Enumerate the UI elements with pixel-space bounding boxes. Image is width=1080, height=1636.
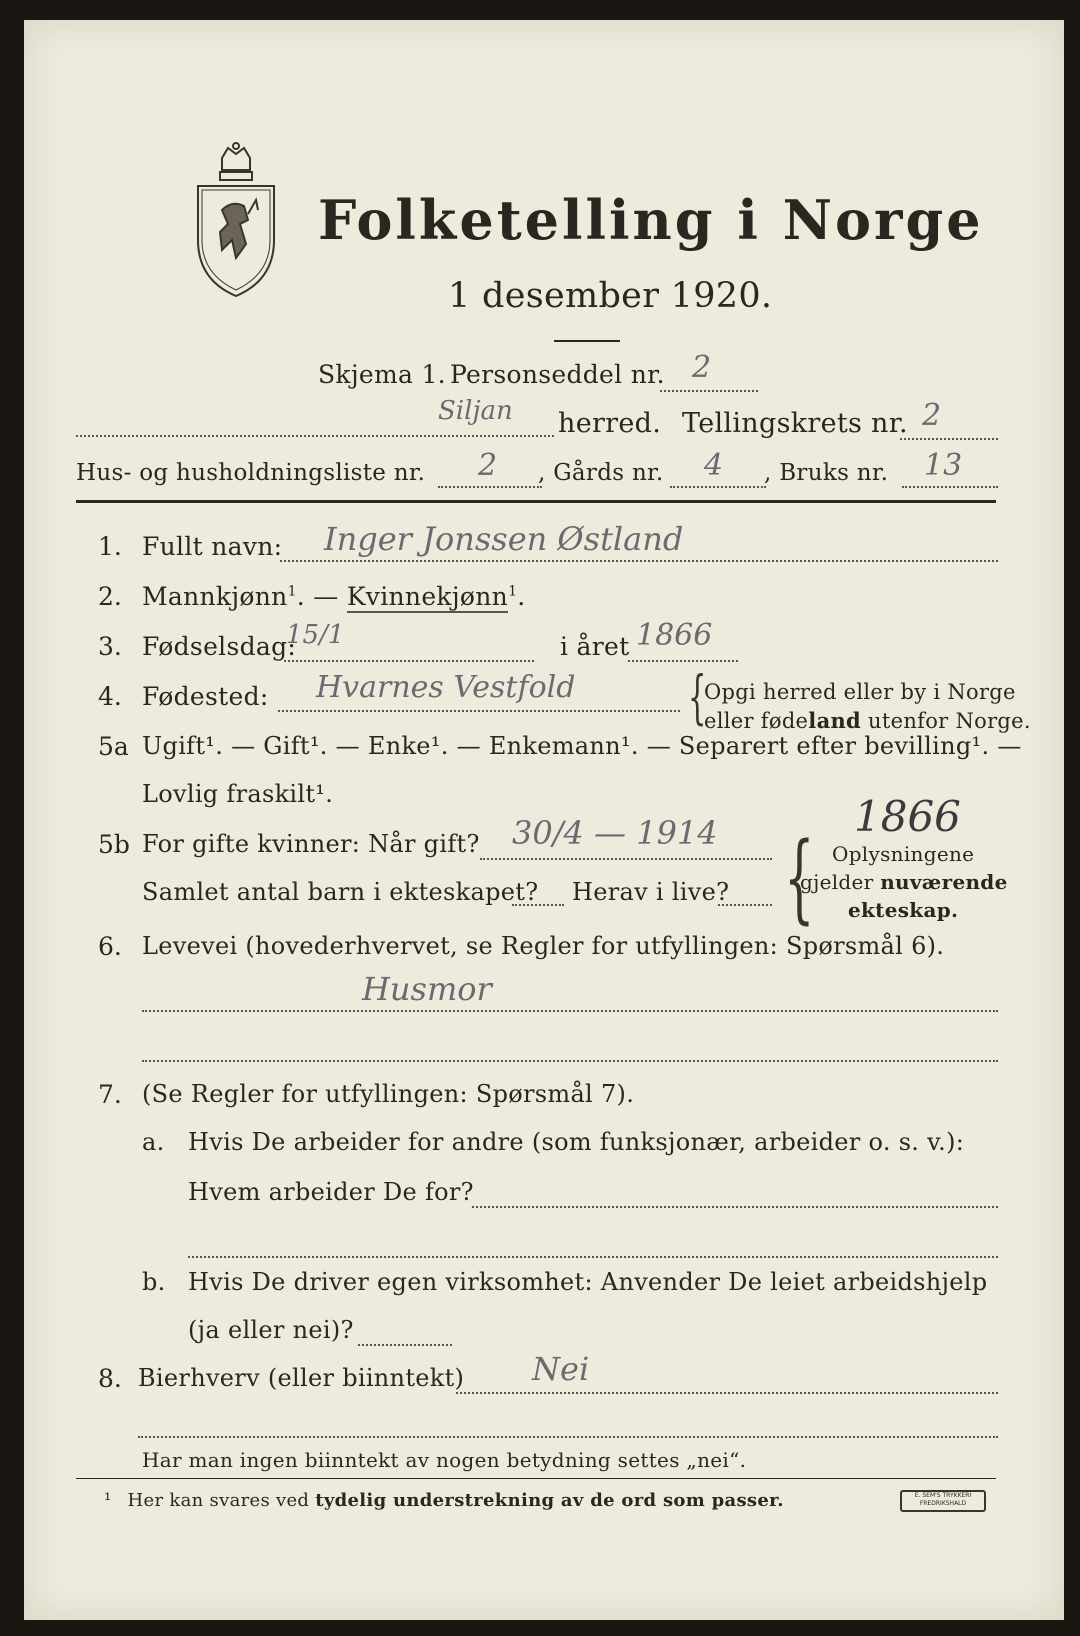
tellingskrets-value: 2 — [922, 398, 942, 433]
q4-label: Fødested: — [142, 682, 269, 711]
q5b-live-line — [718, 904, 772, 906]
q4-note-2b: land — [808, 708, 862, 733]
q8-label: Bierhverv (eller biinntekt) — [138, 1364, 465, 1392]
bruks-label: , Bruks nr. — [764, 460, 889, 486]
q5b-value: 30/4 — 1914 — [512, 814, 718, 852]
q5a-line1: Ugift¹. — Gift¹. — Enke¹. — Enkemann¹. — Separert efter bevilling¹. — — [142, 732, 1022, 760]
footnote-mark: ¹ — [104, 1490, 112, 1511]
q7b-letter: b. — [142, 1268, 166, 1296]
q7-number: 7. — [98, 1080, 122, 1109]
q7b-line1: Hvis De driver egen virksomhet: Anvender De leiet arbeidshjelp — [188, 1268, 988, 1296]
bottom-note: Har man ingen biinntekt av nogen betydning settes „nei“. — [142, 1448, 747, 1472]
footnote-divider — [76, 1478, 996, 1479]
q6-line-2 — [142, 1060, 998, 1062]
norway-coat-of-arms-icon — [192, 140, 280, 300]
printer-stamp — [900, 1490, 986, 1512]
q6-label: Levevei (hovederhvervet, se Regler for utfyllingen: Spørsmål 6). — [142, 932, 945, 960]
q7b-line — [358, 1344, 452, 1346]
q1-number: 1. — [98, 532, 122, 561]
q4-note-2c: utenfor Norge. — [861, 709, 1031, 733]
q2-options: Mannkjønn$^1$. — Kvinnekjønn$^1$. — [142, 582, 526, 611]
footnote-text-b: tydelig understrekning av de ord som passer. — [315, 1490, 784, 1511]
q7b-line2: (ja eller nei)? — [188, 1316, 354, 1344]
tellingskrets-line — [900, 438, 998, 440]
printer-stamp-text: E. SEM'S TRYKKERI FREDRIKSHALD — [914, 1492, 972, 1507]
q4-brace: { — [688, 663, 707, 731]
q7a-line-2 — [188, 1256, 998, 1258]
herred-value: Siljan — [438, 396, 513, 426]
q2-mann: Mannkjønn — [142, 582, 288, 611]
q7-label: (Se Regler for utfyllingen: Spørsmål 7). — [142, 1080, 635, 1108]
q7a-line2: Hvem arbeider De for? — [188, 1178, 474, 1206]
q3-year-label: i året — [560, 632, 630, 661]
q7a-letter: a. — [142, 1128, 165, 1156]
personseddel-line — [660, 390, 758, 392]
q5b-live-label: Herav i live? — [572, 878, 730, 906]
q3-number: 3. — [98, 632, 122, 661]
footnote — [104, 1490, 784, 1511]
census-form — [24, 20, 1064, 1620]
q5b-barn-label: Samlet antal barn i ekteskapet? — [142, 878, 539, 906]
q7a-line1: Hvis De arbeider for andre (som funksjonær, arbeider o. s. v.): — [188, 1128, 965, 1156]
q3-label: Fødselsdag: — [142, 632, 297, 661]
q3-value: 15/1 — [286, 620, 345, 650]
q2-end: . — [517, 582, 526, 611]
gards-value: 4 — [704, 448, 724, 483]
hus-line — [438, 486, 542, 488]
q5b-brace: { — [784, 822, 815, 934]
q3-year-value: 1866 — [636, 618, 713, 653]
q5b-note-2 — [800, 870, 1008, 894]
q5b-note-1: Oplysningene — [832, 842, 975, 866]
gards-label: , Gårds nr. — [538, 460, 664, 486]
q2-number: 2. — [98, 582, 122, 611]
q6-number: 6. — [98, 932, 122, 961]
q8-line — [456, 1392, 998, 1394]
q7a-line-1 — [472, 1206, 998, 1208]
q3-line — [284, 660, 534, 662]
q5b-line — [480, 858, 772, 860]
q5a-number: 5a — [98, 732, 129, 761]
q6-value: Husmor — [362, 970, 492, 1008]
q8-number: 8. — [98, 1364, 122, 1393]
schema-label: Skjema 1. — [318, 360, 446, 389]
bruks-value: 13 — [924, 448, 963, 483]
q8-value: Nei — [532, 1350, 590, 1388]
q5b-margin-note: 1866 — [854, 792, 961, 841]
q4-line — [278, 710, 680, 712]
form-date: 1 desember 1920. — [448, 276, 773, 316]
q5a-line2: Lovlig fraskilt¹. — [142, 780, 334, 808]
q4-note-1: Opgi herred eller by i Norge — [704, 680, 1016, 704]
footnote-text-a: Her kan svares ved — [127, 1490, 316, 1511]
hus-value: 2 — [478, 448, 498, 483]
q1-value: Inger Jonssen Østland — [324, 520, 684, 558]
q5b-label: For gifte kvinner: Når gift? — [142, 830, 480, 858]
q5b-note-2a: gjelder — [800, 870, 881, 894]
q1-line — [280, 560, 998, 562]
q5b-barn-line — [512, 904, 564, 906]
q2-kvinne: Kvinnekjønn — [346, 582, 509, 611]
q5b-note-3: ekteskap. — [848, 898, 959, 922]
herred-line — [76, 435, 554, 437]
header-divider — [76, 500, 996, 503]
q6-line-1 — [142, 1010, 998, 1012]
bruks-line — [902, 486, 998, 488]
form-title: Folketelling i Norge — [318, 188, 984, 252]
hus-label: Hus- og husholdningsliste nr. — [76, 460, 426, 486]
tellingskrets-label: Tellingskrets nr. — [682, 408, 908, 439]
personseddel-label: Personseddel nr. — [450, 360, 665, 389]
q1-label: Fullt navn: — [142, 532, 283, 561]
personseddel-value: 2 — [692, 350, 712, 385]
q4-note-2 — [704, 708, 1031, 733]
q5b-number: 5b — [98, 830, 130, 859]
q8-line-2 — [138, 1436, 998, 1438]
q4-note-2a: eller føde — [704, 709, 809, 733]
q2-sep: . — — [296, 582, 339, 611]
q4-number: 4. — [98, 682, 122, 711]
herred-label: herred. — [558, 408, 662, 439]
q4-value: Hvarnes Vestfold — [316, 670, 576, 705]
gards-line — [670, 486, 766, 488]
q3-year-line — [628, 660, 738, 662]
q5b-note-2b: nuværende — [880, 870, 1008, 894]
title-divider — [554, 340, 620, 342]
